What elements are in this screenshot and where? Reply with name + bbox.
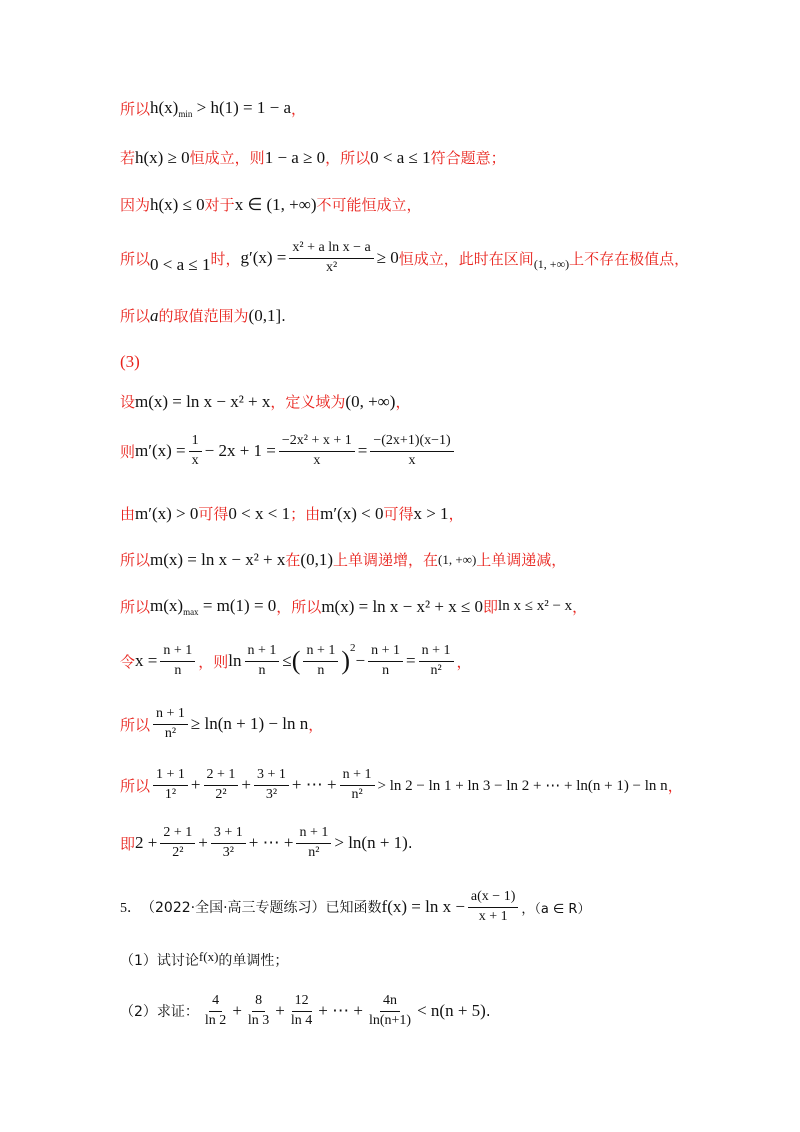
condition: ，（a ∈ R） — [521, 901, 591, 917]
line-monotonic-cases — [120, 503, 464, 524]
text: 所以 — [120, 715, 151, 734]
denominator: 2² — [215, 787, 227, 803]
math: 0 < x < 1 — [228, 503, 291, 523]
math-h: h(x) — [150, 98, 179, 117]
fraction — [296, 825, 331, 861]
math: = — [357, 441, 368, 461]
fraction — [368, 643, 403, 679]
fraction — [211, 825, 246, 861]
fraction — [340, 767, 375, 803]
problem-5-q2 — [120, 993, 491, 1029]
fraction — [303, 643, 338, 679]
plus: + — [232, 1001, 242, 1021]
math: > ln(n + 1) — [334, 833, 408, 853]
text: 不可能恒成立， — [316, 196, 422, 214]
math: h(x) ≥ 0 — [135, 147, 190, 167]
denominator: n — [317, 663, 325, 679]
line-inequality — [120, 706, 323, 742]
text: 则 — [120, 442, 136, 461]
text: 可得 — [383, 505, 414, 523]
math: > ln 2 − ln 1 + ln 3 − ln 2 + ⋯ + ln(n + 1) − ln n — [377, 777, 668, 794]
fraction — [279, 433, 355, 469]
math: m(x) = ln x − x² + x — [150, 549, 286, 569]
math: m(x) = ln x − x² + x — [135, 391, 271, 411]
math: g′(x) = — [240, 248, 287, 268]
denominator: n — [174, 663, 182, 679]
text: ， — [456, 652, 472, 671]
denominator: 2² — [172, 845, 184, 861]
fraction — [160, 825, 195, 861]
math: + ⋯ + — [291, 775, 337, 795]
text: ，所以 — [325, 149, 371, 167]
part-3-label — [120, 352, 140, 372]
math: (1, +∞) — [438, 551, 477, 567]
text: 符合题意； — [430, 149, 506, 167]
text: 在 — [285, 551, 301, 569]
denominator: n² — [430, 663, 442, 679]
denominator: x + 1 — [478, 909, 508, 925]
text: 对于 — [204, 196, 235, 214]
numerator: 1 + 1 — [153, 767, 188, 786]
math: − — [355, 651, 366, 671]
math-rest: = m(1) = 0 — [198, 596, 277, 615]
text: 上不存在极值点， — [569, 249, 690, 268]
text: ，则 — [198, 652, 229, 671]
q2-label: （2）求证： — [120, 1004, 199, 1021]
text: ， — [448, 505, 464, 523]
fraction — [160, 643, 195, 679]
numerator: 2 + 1 — [160, 825, 195, 844]
text: ， — [572, 598, 588, 616]
text: ；由 — [290, 505, 321, 523]
math: + ⋯ + — [248, 833, 294, 853]
denominator: ln 3 — [247, 1013, 270, 1029]
numerator: −2x² + x + 1 — [279, 433, 355, 452]
denominator: ln(n+1) — [368, 1013, 412, 1029]
line-define-m — [120, 391, 410, 412]
denominator: 3² — [265, 787, 278, 803]
fraction — [189, 433, 202, 469]
numerator: −(2x+1)(x−1) — [370, 433, 453, 452]
text: 上单调递减， — [476, 551, 567, 569]
math: ln — [228, 651, 242, 671]
math-m: m(x) — [150, 596, 184, 615]
plus: + — [198, 833, 208, 853]
fraction — [202, 993, 229, 1029]
line-hmin — [120, 98, 306, 119]
fraction — [288, 993, 315, 1029]
fraction — [153, 767, 188, 803]
math: 0 < a ≤ 1 — [370, 147, 431, 167]
fraction — [419, 643, 454, 679]
text: ， — [308, 715, 324, 734]
denominator: x — [191, 453, 199, 469]
line-conclusion — [120, 825, 413, 861]
plus: + — [275, 1001, 285, 1021]
text: . — [485, 1002, 491, 1021]
denominator: n² — [308, 845, 320, 861]
numerator: n + 1 — [160, 643, 195, 662]
numerator: n + 1 — [340, 767, 375, 786]
numerator: 3 + 1 — [254, 767, 289, 786]
math: ≥ ln(n + 1) − ln n — [190, 714, 309, 734]
fraction — [245, 643, 280, 679]
numerator: x² + a ln x − a — [289, 240, 373, 259]
line-sum — [120, 767, 683, 803]
math: + ⋯ + — [318, 1001, 363, 1021]
denominator: 1² — [164, 787, 177, 803]
fraction — [153, 706, 188, 742]
text: 恒成立，则 — [189, 149, 265, 167]
math-sub: max — [183, 607, 199, 617]
math: (0, +∞) — [345, 391, 396, 411]
numerator: 4n — [380, 993, 400, 1012]
text: 恒成立，此时在区间 — [398, 249, 534, 268]
math: − 2x + 1 = — [204, 441, 276, 461]
math: f(x) — [198, 949, 219, 964]
text: ，所以 — [276, 598, 322, 616]
math: m′(x) = — [135, 441, 186, 461]
text: 所以 — [120, 551, 151, 569]
math: (0,1] — [248, 305, 282, 325]
denominator: ln 2 — [204, 1013, 227, 1029]
text: . — [407, 834, 413, 853]
exponent: 2 — [350, 642, 356, 655]
text: 可得 — [198, 505, 229, 523]
math: x ∈ (1, +∞) — [234, 194, 317, 214]
fraction — [468, 889, 518, 925]
numerator: 8 — [252, 993, 265, 1012]
math: h(x) ≤ 0 — [150, 194, 205, 214]
denominator: x — [313, 453, 321, 469]
plus: + — [241, 775, 252, 795]
numerator: 1 — [189, 433, 202, 452]
denominator: x — [408, 453, 416, 469]
text: ， — [395, 393, 411, 411]
text: 若 — [120, 149, 136, 167]
numerator: n + 1 — [245, 643, 280, 662]
denominator: x² — [325, 260, 338, 276]
text: (3) — [120, 352, 140, 371]
math: m(x) = ln x − x² + x ≤ 0 — [321, 596, 484, 616]
math: (1, +∞) — [533, 256, 570, 271]
numerator: n + 1 — [153, 706, 188, 725]
q1-label: （1）试讨论 — [120, 953, 199, 969]
math: 0 < a ≤ 1 — [150, 255, 211, 275]
line-condition — [120, 147, 506, 168]
math: (0,1) — [300, 549, 333, 569]
math: a — [150, 305, 159, 325]
q1-text: 的单调性； — [218, 953, 289, 969]
denominator: 3² — [222, 845, 234, 861]
text: 所以 — [120, 598, 151, 616]
text: 所以 — [120, 249, 151, 268]
line-derivative-g — [120, 240, 689, 276]
fraction — [370, 433, 453, 469]
math-sub: min — [178, 109, 193, 119]
text: 所以 — [120, 307, 151, 325]
math: 1 − a ≥ 0 — [264, 147, 326, 167]
text: 由 — [120, 505, 136, 523]
numerator: 2 + 1 — [204, 767, 239, 786]
math: ≥ 0 — [376, 248, 399, 268]
math: x = — [135, 651, 158, 671]
line-range — [120, 305, 286, 326]
numerator: 12 — [292, 993, 312, 1012]
problem-5-statement — [120, 889, 590, 925]
fraction — [289, 240, 373, 276]
text: 即 — [120, 834, 136, 853]
math: < n(n + 5) — [417, 1001, 486, 1021]
fraction — [366, 993, 414, 1029]
text: 即 — [483, 598, 499, 616]
denominator: n² — [164, 726, 177, 742]
denominator: n² — [351, 787, 363, 803]
problem-source: （2022·全国·高三专题练习）已知函数 — [141, 900, 382, 917]
text: 所以 — [120, 100, 151, 118]
math — [150, 596, 276, 617]
numerator: n + 1 — [296, 825, 331, 844]
math: m′(x) > 0 — [135, 503, 199, 523]
text: 因为 — [120, 196, 151, 214]
right-paren: ) — [341, 646, 351, 676]
plus: + — [190, 775, 201, 795]
text: ，定义域为 — [270, 393, 346, 411]
text: 时， — [210, 249, 241, 268]
denominator: ln 4 — [290, 1013, 313, 1029]
math: x > 1 — [413, 503, 449, 523]
text: 令 — [120, 652, 136, 671]
numerator: 4 — [209, 993, 222, 1012]
math: m′(x) < 0 — [320, 503, 384, 523]
problem-number: 5． — [120, 901, 141, 917]
math: f(x) = ln x − — [381, 897, 465, 917]
text: 的取值范围为 — [158, 307, 249, 325]
denominator: n — [258, 663, 266, 679]
math: = — [406, 651, 416, 671]
math: ln x ≤ x² − x — [498, 598, 573, 614]
text: 上单调递增，在 — [333, 551, 439, 569]
line-because — [120, 194, 422, 215]
numerator: n + 1 — [368, 643, 403, 662]
text: ， — [291, 100, 307, 118]
text: . — [281, 306, 286, 325]
numerator: a(x − 1) — [468, 889, 518, 908]
problem-5-q1 — [120, 950, 288, 970]
line-substitute — [120, 643, 472, 679]
text: ， — [667, 776, 683, 795]
line-monotonic — [120, 549, 566, 570]
fraction — [204, 767, 239, 803]
fraction — [245, 993, 272, 1029]
line-derivative-m — [120, 433, 457, 469]
numerator: n + 1 — [419, 643, 454, 662]
text: 设 — [120, 393, 136, 411]
math-rest: > h(1) = 1 − a — [192, 98, 291, 117]
fraction — [254, 767, 289, 803]
left-paren: ( — [291, 646, 301, 676]
denominator: n — [382, 663, 390, 679]
math: 2 + — [135, 833, 158, 853]
text: 所以 — [120, 776, 151, 795]
math — [150, 98, 291, 119]
numerator: 3 + 1 — [211, 825, 246, 844]
numerator: n + 1 — [303, 643, 338, 662]
line-max — [120, 596, 587, 617]
math: ≤ — [282, 651, 292, 671]
